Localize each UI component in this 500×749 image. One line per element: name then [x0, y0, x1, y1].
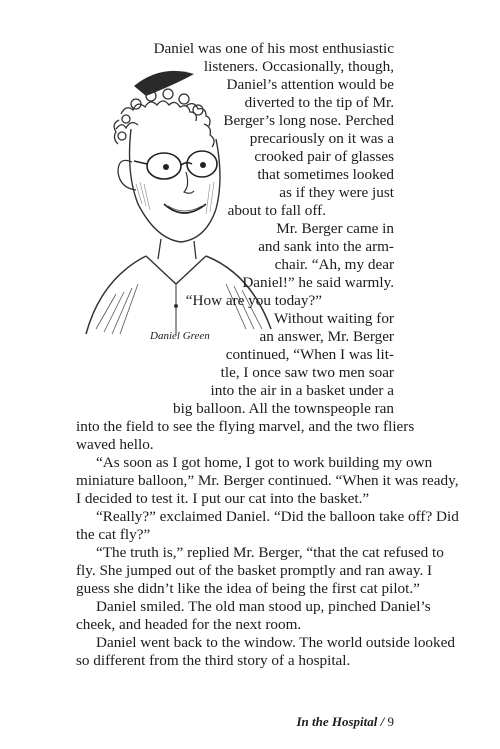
text-line: listeners. Occasionally, though, — [203, 58, 394, 75]
text-line: “Really?” exclaimed Daniel. “Did the balloon take off? Did — [96, 508, 459, 525]
text-line: big balloon. All the townspeople ran — [172, 400, 394, 417]
text-line: chair. “Ah, my dear — [274, 256, 394, 273]
face-outline — [130, 129, 220, 242]
text-line: Daniel was one of his most enthusiastic — [153, 40, 394, 57]
text-line: Mr. Berger came in — [276, 220, 394, 237]
text-line: so different from the third story of a hospital. — [76, 652, 351, 669]
text-line: the cat fly?” — [76, 526, 151, 543]
text-line: into the field to see the flying marvel, and the two fliers — [76, 418, 415, 435]
text-line: Without waiting for — [273, 310, 394, 327]
text-line: I decided to test it. I put our cat into the basket.” — [76, 490, 370, 507]
text-line: and sank into the arm- — [258, 238, 394, 255]
text-line: Daniel smiled. The old man stood up, pinched Daniel’s — [96, 598, 431, 615]
text-line: into the air in a basket under a — [210, 382, 394, 399]
curly-hair — [114, 89, 214, 147]
text-line: an answer, Mr. Berger — [259, 328, 394, 345]
text-line: “The truth is,” replied Mr. Berger, “that the cat refused to — [96, 544, 444, 561]
text-line: Daniel!” he said warmly. — [242, 274, 394, 291]
right-eye — [200, 162, 206, 168]
text-line: diverted to the tip of Mr. — [244, 94, 394, 111]
text-line: as if they were just — [279, 184, 394, 201]
text-line: about to fall off. — [227, 202, 326, 219]
text-line: guess she didn’t like the idea of being the first cat pilot.” — [76, 580, 420, 597]
text-line: cheek, and headed for the next room. — [76, 616, 302, 633]
text-line: Daniel’s attention would be — [226, 76, 394, 93]
running-title: In the Hospital / — [296, 714, 385, 729]
ear — [118, 160, 136, 190]
illustration-caption: Daniel Green — [150, 330, 210, 342]
text-line: precariously on it was a — [249, 130, 394, 147]
text-line: “As soon as I got home, I got to work building my own — [96, 454, 433, 471]
text-line: Daniel went back to the window. The world outside looked — [96, 634, 455, 651]
text-line: miniature balloon,” Mr. Berger continued. “When it was ready, — [76, 472, 459, 489]
text-line: fly. She jumped out of the basket promptly and ran away. I — [76, 562, 433, 579]
text-line: that sometimes looked — [257, 166, 394, 183]
page-footer — [296, 714, 394, 730]
text-line: tle, I once saw two men soar — [220, 364, 394, 381]
text-line: Berger’s long nose. Perched — [223, 112, 394, 129]
nose — [184, 172, 194, 193]
text-line: waved hello. — [76, 436, 154, 453]
text-line: crooked pair of glasses — [254, 148, 394, 165]
text-line: “How are you today?” — [185, 292, 322, 309]
text-line: continued, “When I was lit- — [225, 346, 394, 363]
collar — [146, 256, 206, 284]
left-eye — [163, 164, 169, 170]
page-number: 9 — [387, 714, 394, 729]
